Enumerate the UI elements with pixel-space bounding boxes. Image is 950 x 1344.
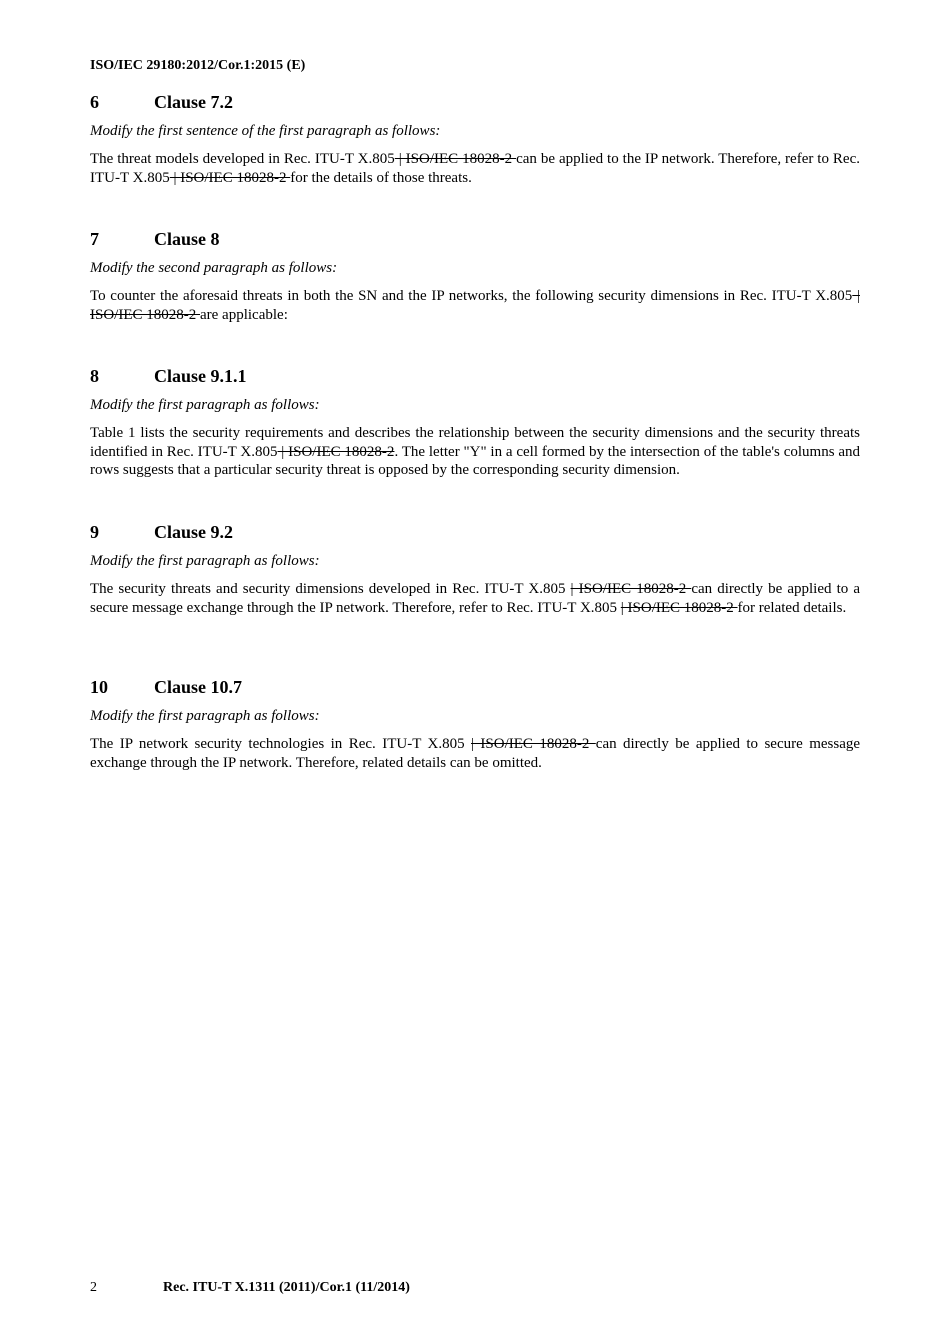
text-run: for related details.: [737, 599, 847, 616]
section-number: 10: [90, 677, 108, 697]
paragraph: [90, 735, 860, 772]
paragraph: [90, 424, 860, 480]
edit-instruction: Modify the first paragraph as follows:: [90, 397, 320, 413]
text-run: . The letter "Y" in a cell formed by the intersection of the table's columns and rows suggests that a particular security threat is opposed by the corresponding security dimension.: [90, 443, 861, 478]
section-clause-9-1-1: [90, 365, 860, 480]
deleted-text: | ISO/IEC 18028-2: [471, 736, 596, 752]
paragraph: [90, 150, 860, 187]
section-clause-9-2: [90, 521, 860, 617]
section-clause-10-7: [90, 676, 860, 772]
edit-instruction: Modify the second paragraph as follows:: [90, 260, 338, 276]
edit-instruction: Modify the first sentence of the first paragraph as follows:: [90, 123, 441, 139]
section-number: 8: [90, 366, 99, 386]
section-heading: [90, 365, 860, 387]
text-run: can directly be applied to a secure message exchange through the IP network. Therefore, refer to Rec. ITU-T X.805: [90, 581, 861, 616]
deleted-text: | ISO/IEC 18028-2: [570, 581, 692, 597]
document-header: ISO/IEC 29180:2012/Cor.1:2015 (E): [90, 58, 306, 73]
section-clause-7-2: [90, 91, 860, 187]
section-title: Clause 7.2: [154, 92, 234, 112]
paragraph: [90, 580, 860, 617]
section-clause-8: [90, 228, 860, 324]
section-title: Clause 10.7: [154, 677, 243, 697]
section-heading: [90, 228, 860, 250]
section-heading: [90, 676, 860, 698]
paragraph: [90, 287, 860, 324]
edit-instruction: Modify the first paragraph as follows:: [90, 553, 320, 569]
text-run: The security threats and security dimensions developed in Rec. ITU-T X.805: [90, 581, 571, 597]
text-run: The IP network security technologies in Rec. ITU-T X.805: [90, 736, 472, 752]
text-run: Table 1 lists the security requirements and describes the relationship between the security dimensions and the security threats identified in Rec. ITU-T X.805: [90, 425, 860, 460]
deleted-text: | ISO/IEC 18028-2: [90, 288, 860, 323]
page-number: 2: [90, 1280, 97, 1295]
deleted-text: | ISO/IEC 18028-2: [277, 443, 395, 460]
deleted-text: | ISO/IEC 18028-2: [620, 599, 738, 616]
footer-reference: Rec. ITU-T X.1311 (2011)/Cor.1 (11/2014): [163, 1280, 410, 1295]
text-run: The threat models developed in Rec. ITU-T X.805: [90, 151, 395, 167]
page-footer: [90, 1280, 410, 1296]
text-run: are applicable:: [200, 306, 288, 323]
section-heading: [90, 521, 860, 543]
section-title: Clause 9.2: [154, 522, 234, 542]
section-title: Clause 9.1.1: [154, 366, 247, 386]
section-number: 9: [90, 522, 99, 542]
edit-instruction: Modify the first paragraph as follows:: [90, 708, 320, 724]
text-run: for the details of those threats.: [290, 169, 472, 186]
text-run: To counter the aforesaid threats in both the SN and the IP networks, the following security dimensions in Rec. ITU-T X.805: [90, 288, 853, 304]
section-number: 6: [90, 92, 99, 112]
deleted-text: | ISO/IEC 18028-2: [394, 151, 517, 167]
text-run: can directly be applied to secure message exchange through the IP network. Therefore, related details can be omitted.: [90, 736, 861, 771]
text-run: can be applied to the IP network. Therefore, refer to Rec. ITU-T X.805: [90, 151, 860, 186]
section-title: Clause 8: [154, 229, 220, 249]
section-number: 7: [90, 229, 99, 249]
deleted-text: | ISO/IEC 18028-2: [169, 169, 291, 186]
section-heading: [90, 91, 860, 113]
